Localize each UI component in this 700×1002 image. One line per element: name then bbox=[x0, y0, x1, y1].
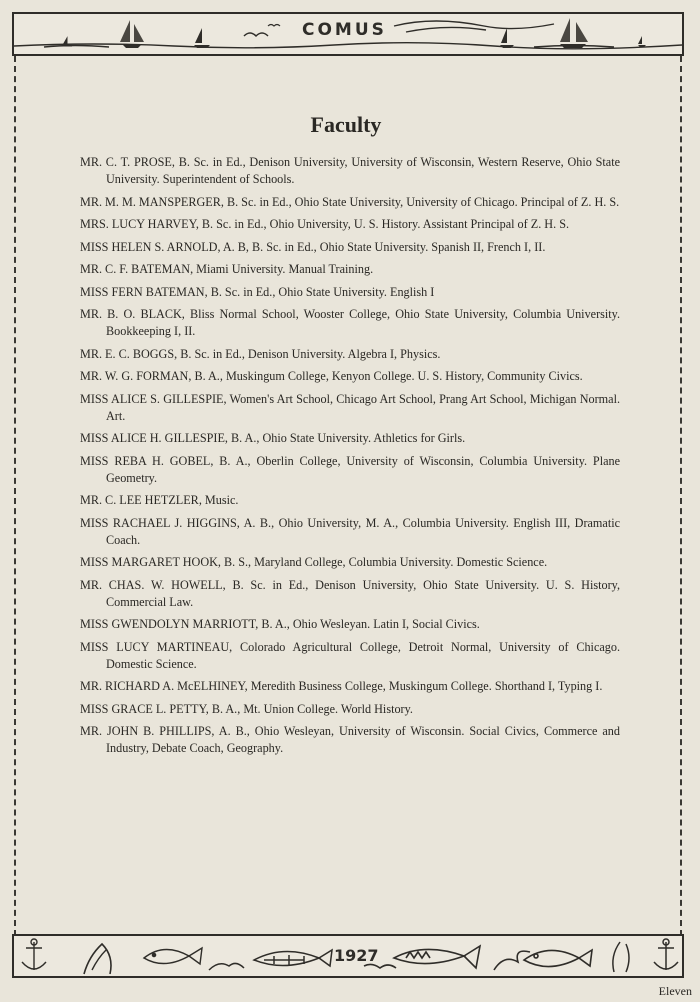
fish-icon bbox=[144, 948, 202, 964]
faculty-entry: MISS ALICE H. GILLESPIE, B. A., Ohio State University. Athletics for Girls. bbox=[80, 431, 466, 445]
faculty-entry: MR. C. F. BATEMAN, Miami University. Manual Training. bbox=[80, 262, 374, 276]
faculty-entry: MISS MARGARET HOOK, B. S., Maryland College, Columbia University. Domestic Science. bbox=[80, 555, 548, 569]
faculty-entry: MISS HELEN S. ARNOLD, A. B, B. Sc. in Ed., Ohio State University. Spanish II, French I, II. bbox=[80, 239, 546, 254]
faculty-entry: MR. C. T. PROSE, B. Sc. in Ed., Denison University, University of Wisconsin, Western Reserve, Ohio State University. Superintendent of Schools. bbox=[80, 155, 620, 186]
year-label: 1927 bbox=[334, 946, 379, 965]
faculty-entry: MISS FERN BATEMAN, B. Sc. in Ed., Ohio State University. English I bbox=[80, 284, 435, 299]
faculty-entry: MRS. LUCY HARVEY, B. Sc. in Ed., Ohio University, U. S. History. Assistant Principal of Z. H. S. bbox=[80, 217, 570, 231]
page-number: Eleven bbox=[658, 984, 692, 998]
faculty-entry: MR. C. LEE HETZLER, Music. bbox=[80, 493, 239, 507]
page-heading: Faculty bbox=[310, 112, 382, 137]
faculty-entry: MR. E. C. BOGGS, B. Sc. in Ed., Denison University. Algebra I, Physics. bbox=[80, 346, 441, 361]
faculty-entry: MISS GRACE L. PETTY, B. A., Mt. Union College. World History. bbox=[80, 701, 413, 716]
faculty-entry: MR. RICHARD A. McELHINEY, Meredith Business College, Muskingum College. Shorthand I, Typing I. bbox=[80, 679, 603, 693]
right-border bbox=[680, 56, 682, 936]
anchor-icon bbox=[654, 942, 678, 970]
yearbook-title: COMUS bbox=[302, 20, 387, 40]
faculty-entry: MR. B. O. BLACK, Bliss Normal School, Wooster College, Ohio State University, Columbia University. Bookkeeping I, II. bbox=[80, 307, 620, 338]
bottom-banner bbox=[12, 934, 684, 978]
faculty-entry: MISS REBA H. GOBEL, B. A., Oberlin College, University of Wisconsin, Columbia University. Plane Geometry. bbox=[80, 453, 620, 485]
faculty-entry: MISS LUCY MARTINEAU, Colorado Agricultural College, Detroit Normal, University of Chicago. Domestic Science. bbox=[80, 639, 620, 671]
faculty-list bbox=[80, 154, 620, 763]
faculty-entry: MR. CHAS. W. HOWELL, B. Sc. in Ed., Denison University, Ohio State University. U. S. History, Commercial Law. bbox=[80, 577, 620, 609]
faculty-entry: MISS RACHAEL J. HIGGINS, A. B., Ohio University, M. A., Columbia University. English III, Dramatic Coach. bbox=[80, 515, 620, 547]
faculty-entry: MISS ALICE S. GILLESPIE, Women's Art School, Chicago Art School, Prang Art School, Michigan Normal. Art. bbox=[80, 391, 620, 423]
faculty-entry: MR. W. G. FORMAN, B. A., Muskingum College, Kenyon College. U. S. History, Community Civics. bbox=[80, 369, 583, 383]
top-banner bbox=[12, 12, 684, 56]
anchor-icon bbox=[22, 942, 46, 970]
left-border bbox=[14, 56, 16, 936]
faculty-entry: MR. M. M. MANSPERGER, B. Sc. in Ed., Ohio State University, University of Chicago. Principal of Z. H. S. bbox=[80, 194, 620, 209]
faculty-entry: MR. JOHN B. PHILLIPS, A. B., Ohio Wesleyan, University of Wisconsin. Social Civics, Commerce and Industry, Debate Coach, Geography. bbox=[80, 724, 620, 755]
faculty-entry: MISS GWENDOLYN MARRIOTT, B. A., Ohio Wesleyan. Latin I, Social Civics. bbox=[80, 617, 480, 631]
